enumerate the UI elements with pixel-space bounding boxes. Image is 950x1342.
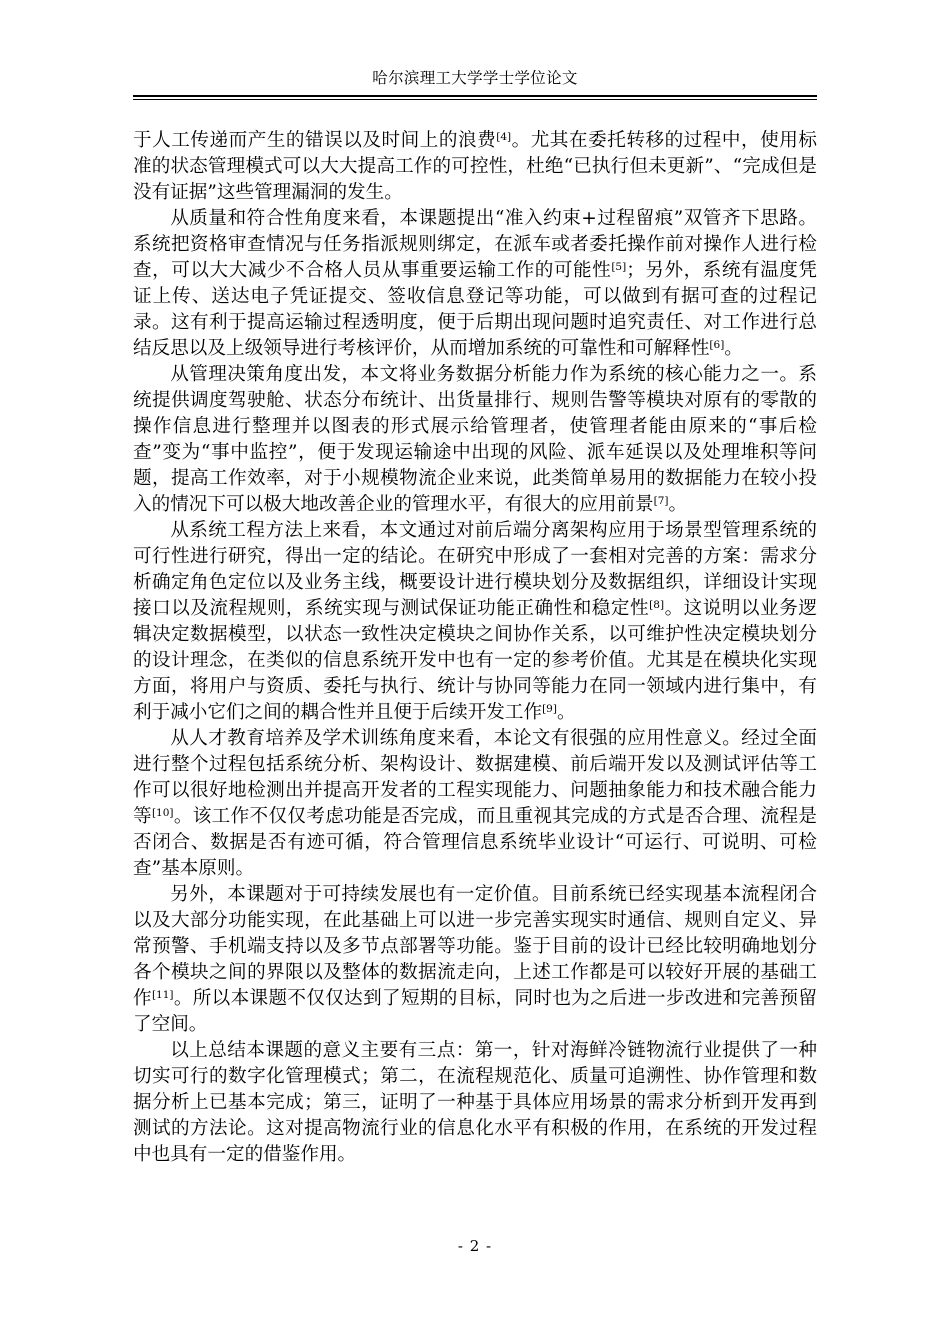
citation-superscript: [5] (611, 261, 627, 274)
paragraph (133, 128, 817, 206)
paragraph-text: 。尤其在委托转移的过程中，使用标准的状态管理模式可以大大提高工作的可控性，杜绝“已执行但未更新”、“完成但是没有证据”这些管理漏洞的发生。 (133, 130, 817, 203)
paragraph-text: 从质量和符合性角度来看，本课题提出“准入约束+过程留痕”双管齐下思路。系统把资格审查情况与任务指派规则绑定，在派车或者委托操作前对操作人进行检查，可以大大减少不合格人员从事重要运输工作的可能性 (133, 208, 817, 281)
paragraph (133, 726, 817, 882)
citation-superscript: [11] (151, 989, 174, 1002)
page-header-title: 哈尔滨理工大学学士学位论文 (372, 69, 578, 87)
citation-superscript: [9] (542, 703, 557, 716)
paragraph (133, 882, 817, 1038)
paragraph (133, 206, 817, 362)
paragraph (133, 1038, 817, 1168)
paragraph-text: 从系统工程方法上来看，本文通过对前后端分离架构应用于场景型管理系统的可行性进行研究，得出一定的结论。在研究中形成了一套相对完善的方案：需求分析确定角色定位以及业务主线，概要设计进行模块划分及数据组织，详细设计实现接口以及流程规则，系统实现与测试保证功能正确性和稳定性 (133, 520, 817, 619)
citation-superscript: [4] (496, 131, 512, 144)
citation-superscript: [7] (653, 495, 669, 508)
paragraph-text: 。这说明以业务逻辑决定数据模型，以状态一致性决定模块之间协作关系，以可维护性决定模块划分的设计理念，在类似的信息系统开发中也有一定的参考价值。尤其是在模块化实现方面，将用户与资质、委托与执行、统计与协同等能力在同一领域内进行集中，有利于减小它们之间的耦合性并且便于后续开发工作 (133, 598, 817, 723)
citation-superscript: [6] (709, 339, 725, 352)
paragraph (133, 362, 817, 518)
paragraph-text: 从人才教育培养及学术训练角度来看，本论文有很强的应用性意义。经过全面进行整个过程包括系统分析、架构设计、数据建模、前后端开发以及测试评估等工作可以很好地检测出并提高开发者的工程实现能力、问题抽象能力和技术融合能力等 (133, 728, 817, 827)
header-rule-thick (133, 95, 817, 97)
paragraph-text: 。 (668, 494, 688, 515)
page-number: - 2 - (457, 1237, 493, 1255)
header-rule-thin (133, 99, 817, 100)
paragraph-text: 另外，本课题对于可持续发展也有一定价值。目前系统已经实现基本流程闭合以及大部分功能实现，在此基础上可以进一步完善实现实时通信、规则自定义、异常预警、手机端支持以及多节点部署等功能。鉴于目前的设计已经比较明确地划分各个模块之间的界限以及整体的数据流走向，上述工作都是可以较好开展的基础工作 (133, 884, 817, 1009)
citation-superscript: [8] (649, 599, 665, 612)
paragraph-text: 以上总结本课题的意义主要有三点：第一，针对海鲜冷链物流行业提供了一种切实可行的数字化管理模式；第二，在流程规范化、质量可追溯性、协作管理和数据分析上已基本完成；第三，证明了一种基于具体应用场景的需求分析到开发再到测试的方法论。这对提高物流行业的信息化水平有积极的作用，在系统的开发过程中也具有一定的借鉴作用。 (133, 1040, 817, 1165)
paragraph-text: 。所以本课题不仅仅达到了短期的目标，同时也为之后进一步改进和完善预留了空间。 (133, 988, 817, 1035)
paragraph-text: 。 (724, 338, 743, 359)
paragraph-text: 从管理决策角度出发，本文将业务数据分析能力作为系统的核心能力之一。系统提供调度驾驶舱、状态分布统计、出货量排行、规则告警等模块对原有的零散的操作信息进行整理并以图表的形式展示给管理者，使管理者能由原来的“事后检查”变为“事中监控”，便于发现运输途中出现的风险、派车延误以及处理堆积等问题，提高工作效率，对于小规模物流企业来说，此类简单易用的数据能力在较小投入的情况下可以极大地改善企业的管理水平，有很大的应用前景 (133, 364, 817, 515)
paragraph (133, 518, 817, 726)
citation-superscript: [10] (151, 807, 174, 820)
paragraph-text: ；另外，系统有温度凭证上传、送达电子凭证提交、签收信息登记等功能，可以做到有据可查的过程记录。这有利于提高运输过程透明度，便于后期出现问题时追究责任、对工作进行总结反思以及上级领导进行考核评价，从而增加系统的可靠性和可解释性 (133, 260, 817, 359)
paragraph-text: 。该工作不仅仅考虑功能是否完成，而且重视其完成的方式是否合理、流程是否闭合、数据是否有迹可循，符合管理信息系统毕业设计“可运行、可说明、可检查”基本原则。 (133, 806, 817, 879)
body-text (133, 128, 817, 1168)
paragraph-text: 。 (556, 702, 576, 723)
paragraph-text: 于人工传递而产生的错误以及时间上的浪费 (133, 130, 497, 151)
